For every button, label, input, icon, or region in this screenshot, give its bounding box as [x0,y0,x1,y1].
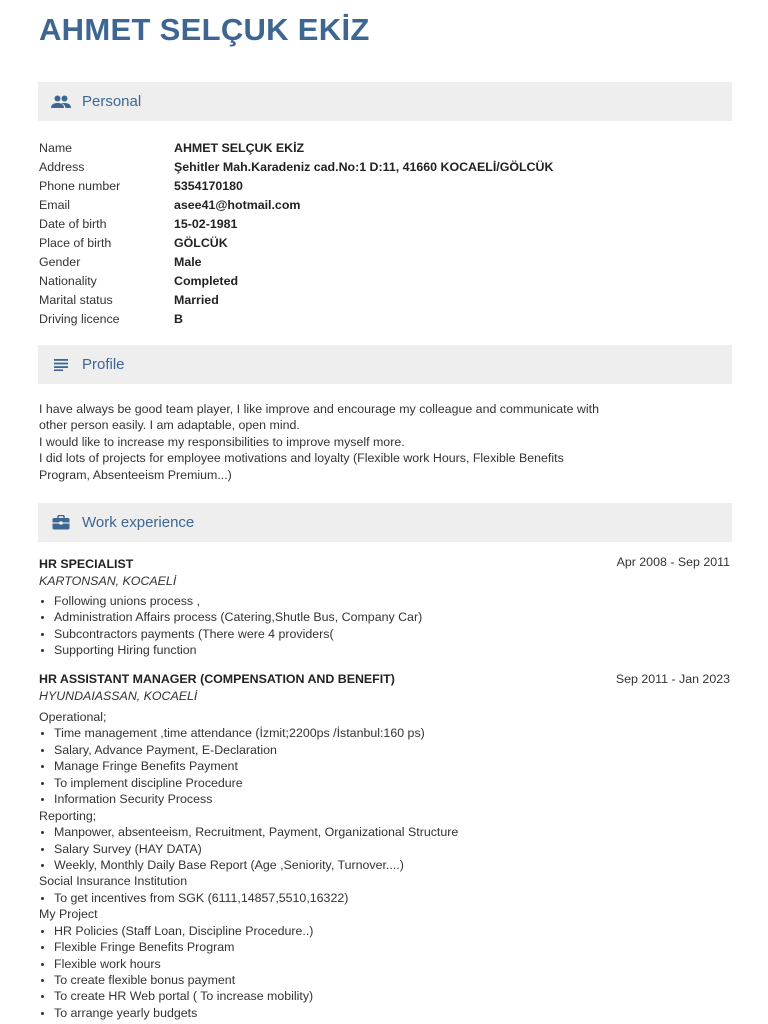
personal-row [39,310,729,329]
personal-value: Male [174,255,202,270]
bullet-item: Salary Survey (HAY DATA) [39,841,729,857]
profile-line: other person easily. I am adaptable, open mind. [39,418,300,433]
personal-key: Nationality [39,274,97,289]
job-dates: Apr 2008 - Sep 2011 [616,555,730,569]
section-title-profile: Profile [82,356,125,373]
personal-value: B [174,312,183,327]
personal-key: Driving licence [39,312,120,327]
job-title: HR ASSISTANT MANAGER (COMPENSATION AND BENEFIT) [39,672,395,686]
bullet-item: Manpower, absenteeism, Recruitment, Payment, Organizational Structure [39,824,729,840]
personal-key: Email [39,197,70,212]
section-header-profile [38,345,732,384]
personal-row [39,233,729,252]
personal-value: Completed [174,274,239,289]
bullet-item: Salary, Advance Payment, E-Declaration [39,742,729,758]
bullet-item: Flexible work hours [39,956,729,972]
bullet-item: Following unions process , [39,593,729,609]
personal-row [39,176,729,195]
personal-key: Marital status [39,293,113,308]
bullet-item: Information Security Process [39,791,729,807]
bullet-item: Flexible Fringe Benefits Program [39,939,729,955]
personal-row [39,272,729,291]
section-title-personal: Personal [82,93,142,110]
personal-key: Address [39,159,85,174]
profile-line: I did lots of projects for employee motivations and loyalty (Flexible work Hours, Flexible Benefits [39,451,564,466]
subheading: Social Insurance Institution [39,874,188,889]
bullet-item: Time management ,time attendance (İzmit;2200ps /İstanbul:160 ps) [39,725,729,741]
personal-row [39,195,729,214]
page-title: AHMET SELÇUK EKİZ [39,12,370,47]
personal-value: AHMET SELÇUK EKİZ [174,140,305,155]
profile-line: I have always be good team player, I like improve and encourage my colleague and communicate with [39,402,599,416]
job-dates: Sep 2011 - Jan 2023 [615,672,730,686]
job-title: HR SPECIALIST [39,557,134,571]
bullet-item: Administration Affairs process (Catering,Shutle Bus, Company Car) [39,609,729,625]
personal-row [39,253,729,272]
section-header-work [38,503,732,542]
personal-details-table [39,138,729,329]
personal-value: 5354170180 [174,178,243,193]
bullet-item: To get incentives from SGK (6111,14857,5510,16322) [39,890,729,906]
people-icon [50,91,72,113]
personal-key: Gender [39,255,81,270]
bullet-item: To create flexible bonus payment [39,972,729,988]
job-company: KARTONSAN, KOCAELİ [39,574,177,588]
profile-line: I would like to increase my responsibilities to improve myself more. [39,434,405,449]
bullet-item: To arrange yearly budgets [39,1005,729,1021]
profile-text [39,401,629,483]
personal-row [39,157,729,176]
personal-key: Date of birth [39,216,107,231]
text-lines-icon [50,354,72,376]
subheading: Reporting; [39,808,97,823]
bullet-item: Weekly, Monthly Daily Base Report (Age ,Seniority, Turnover....) [39,857,729,873]
personal-value: 15-02-1981 [174,216,238,231]
job-company: HYUNDAIASSAN, KOCAELİ [39,689,198,703]
bullet-item: Manage Fringe Benefits Payment [39,758,729,774]
personal-value: asee41@hotmail.com [174,197,301,212]
section-header-personal [38,82,732,121]
personal-key: Place of birth [39,236,112,251]
subheading: Operational; [39,710,107,724]
profile-line: Program, Absenteeism Premium...) [39,467,232,482]
subheading: My Project [39,907,98,922]
section-title-work: Work experience [82,514,195,531]
bullet-item: HR Policies (Staff Loan, Discipline Procedure..) [39,923,729,939]
job-duties [39,709,729,1021]
personal-row [39,138,729,157]
personal-row [39,214,729,233]
briefcase-icon [50,512,72,534]
bullet-item: Subcontractors payments (There were 4 providers( [39,626,729,642]
job-duties [39,593,729,659]
personal-value: GÖLCÜK [174,236,228,251]
personal-key: Name [39,140,73,155]
personal-key: Phone number [39,178,121,193]
personal-value: Married [174,293,219,308]
bullet-item: To implement discipline Procedure [39,775,729,791]
personal-row [39,291,729,310]
bullet-item: Supporting Hiring function [39,642,729,658]
bullet-item: To create HR Web portal ( To increase mobility) [39,988,729,1004]
personal-value: Şehitler Mah.Karadeniz cad.No:1 D:11, 41660 KOCAELİ/GÖLCÜK [174,159,554,174]
